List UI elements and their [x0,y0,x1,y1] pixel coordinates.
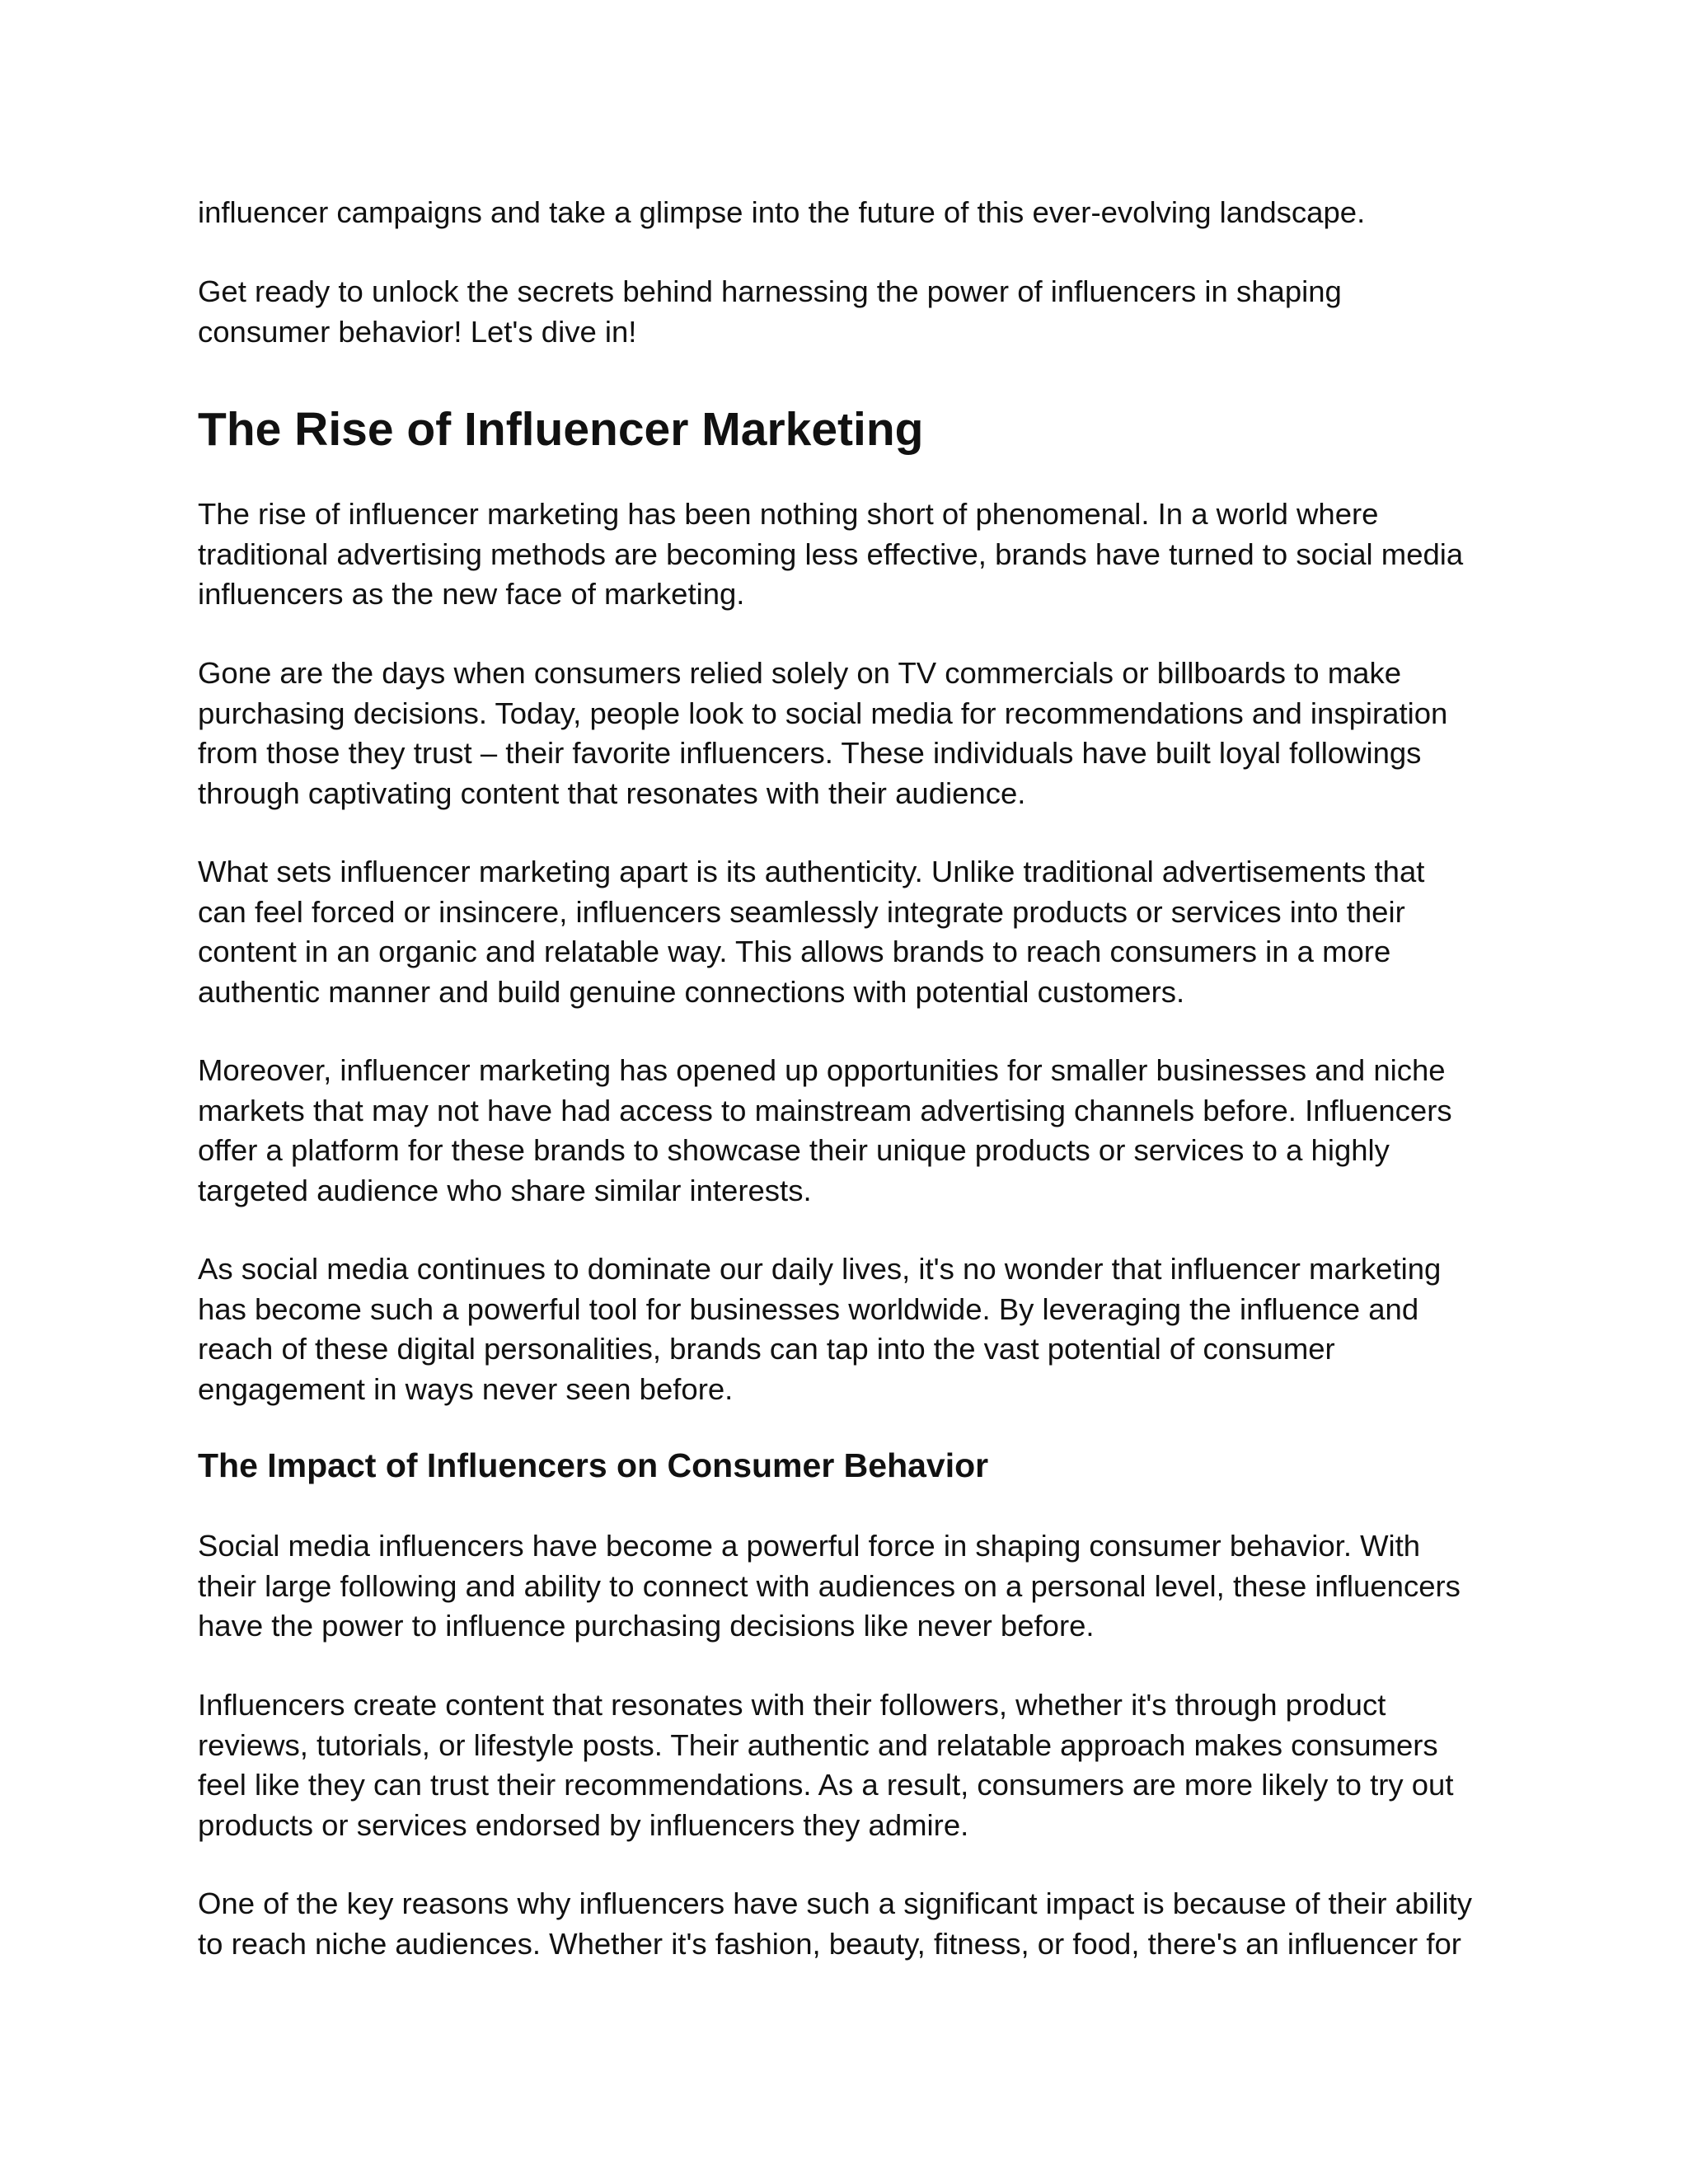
text-line: traditional advertising methods are becoming less effective, brands have turned to social media [198,537,1464,571]
section1-paragraph-2 [198,654,1517,813]
section1-paragraph-5 [198,1249,1517,1409]
section1-paragraph-3 [198,852,1517,1012]
text-line: As social media continues to dominate our daily lives, it's no wonder that influencer marketing [198,1252,1442,1286]
text-line: offer a platform for these brands to showcase their unique products or services to a highly [198,1133,1390,1168]
text-line: feel like they can trust their recommendations. As a result, consumers are more likely to try out [198,1768,1454,1802]
text-line: products or services endorsed by influencers they admire. [198,1807,969,1842]
text-line: from those they trust – their favorite influencers. These individuals have built loyal followings [198,736,1422,771]
text-line: through captivating content that resonates with their audience. [198,776,1026,810]
text-line: reviews, tutorials, or lifestyle posts. Their authentic and relatable approach makes consumers [198,1727,1438,1762]
text-line: targeted audience who share similar interests. [198,1173,812,1207]
text-line: content in an organic and relatable way. This allows brands to reach consumers in a more [198,935,1391,969]
text-line: Moreover, influencer marketing has opened up opportunities for smaller businesses and niche [198,1053,1446,1087]
text-line: reach of these digital personalities, brands can tap into the vast potential of consumer [198,1332,1335,1366]
text-line: can feel forced or insincere, influencers seamlessly integrate products or services into their [198,894,1405,929]
section1-paragraph-1 [198,494,1517,615]
intro-paragraph-2 [198,272,1517,352]
text-line: The rise of influencer marketing has been nothing short of phenomenal. In a world where [198,497,1379,531]
text-line: influencer campaigns and take a glimpse into the future of this ever-evolving landscape. [198,195,1366,229]
text-line: Influencers create content that resonates with their followers, whether it's through product [198,1688,1386,1722]
text-line: What sets influencer marketing apart is its authenticity. Unlike traditional advertisements that [198,855,1425,888]
text-line: One of the key reasons why influencers have such a significant impact is because of their ability [198,1886,1472,1920]
text-line: consumer behavior! Let's dive in! [198,314,637,349]
text-line: markets that may not have had access to mainstream advertising channels before. Influencers [198,1093,1452,1127]
text-line: influencers as the new face of marketing. [198,577,745,612]
text-line: Get ready to unlock the secrets behind harnessing the power of influencers in shaping [198,274,1342,308]
text-line: purchasing decisions. Today, people look to social media for recommendations and inspiration [198,696,1448,730]
text-line: have the power to influence purchasing decisions like never before. [198,1609,1095,1643]
text-line: has become such a powerful tool for businesses worldwide. By leveraging the influence and [198,1291,1419,1326]
intro-paragraph-1 [198,193,1517,233]
section2-paragraph-3 [198,1884,1517,1964]
section2-paragraph-2 [198,1685,1517,1845]
section1-paragraph-4 [198,1051,1517,1211]
text-line: authentic manner and build genuine connections with potential customers. [198,974,1185,1009]
section2-paragraph-1 [198,1526,1517,1647]
text-line: Gone are the days when consumers relied solely on TV commercials or billboards to make [198,656,1401,690]
text-line: engagement in ways never seen before. [198,1371,734,1406]
section-heading-rise: The Rise of Influencer Marketing [198,403,924,456]
section-heading-impact: The Impact of Influencers on Consumer Behavior [198,1446,989,1484]
text-line: Social media influencers have become a powerful force in shaping consumer behavior. With [198,1529,1421,1563]
text-line: to reach niche audiences. Whether it's fashion, beauty, fitness, or food, there's an influencer for [198,1926,1461,1961]
text-line: their large following and ability to connect with audiences on a personal level, these influencers [198,1568,1461,1603]
